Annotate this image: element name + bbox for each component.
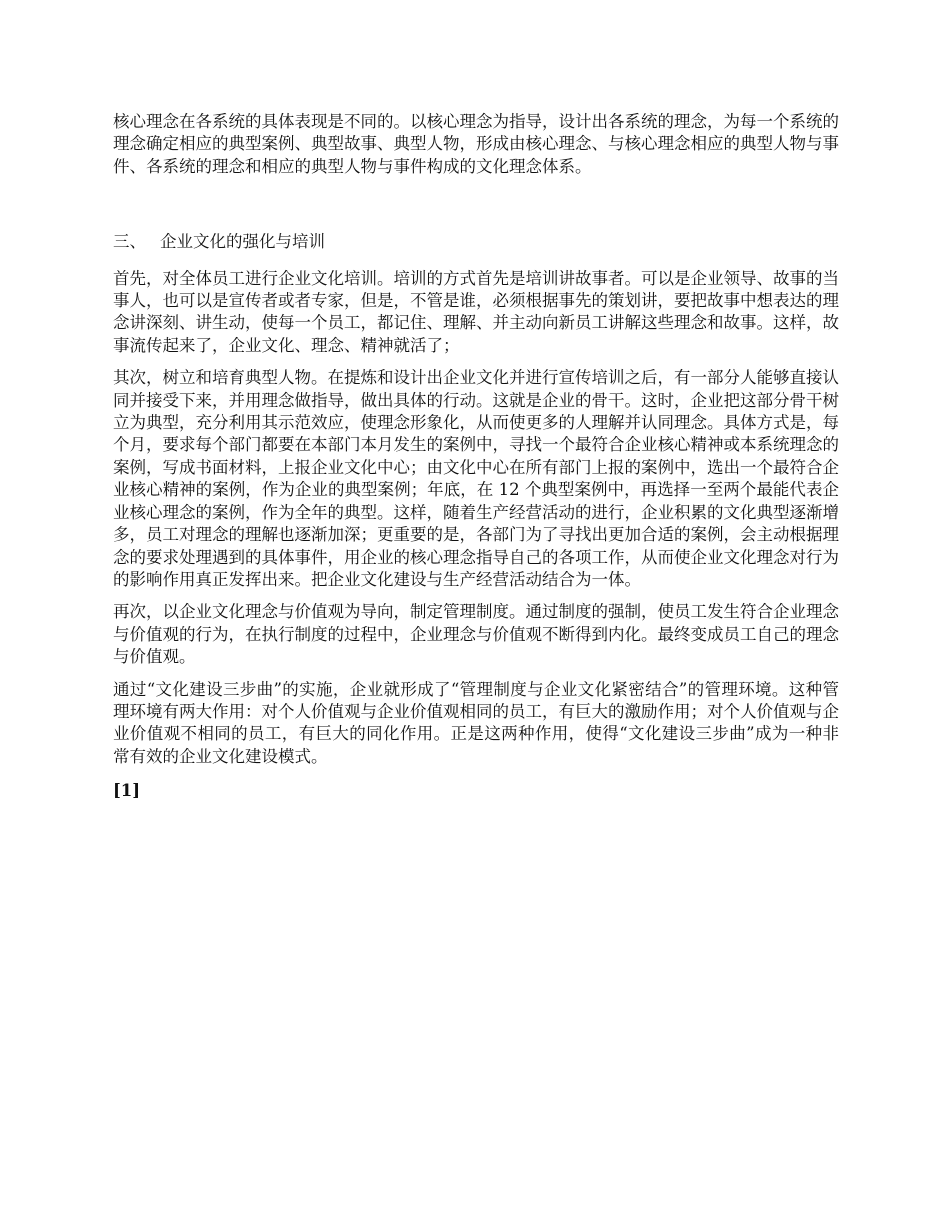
- reference-marker: [1]: [113, 781, 141, 801]
- paragraph-conclusion: 通过“文化建设三步曲”的实施，企业就形成了“管理制度与企业文化紧密结合”的管理环境。这种管理环境有两大作用：对个人价值观与企业价值观相同的员工，有巨大的激励作用；对个人价值观与企业价值观不相同的员工，有巨大的同化作用。正是这两种作用，使得“文化建设三步曲”成为一种非常有效的企业文化建设模式。: [113, 679, 839, 766]
- document-page: [113, 111, 839, 813]
- section-heading: [113, 231, 839, 253]
- paragraph-management-system: 再次，以企业文化理念与价值观为导向，制定管理制度。通过制度的强制，使员工发生符合企业理念与价值观的行为，在执行制度的过程中，企业理念与价值观不断得到内化。最终变成员工自己的理念与价值观。: [113, 602, 839, 667]
- intro-paragraph: 核心理念在各系统的具体表现是不同的。以核心理念为指导，设计出各系统的理念，为每一个系统的理念确定相应的典型案例、典型故事、典型人物，形成由核心理念、与核心理念相应的典型人物与事件、各系统的理念和相应的典型人物与事件构成的文化理念体系。: [113, 112, 839, 176]
- section-title: 企业文化的强化与培训: [160, 232, 325, 252]
- paragraph-typical-figures: 其次，树立和培育典型人物。在提炼和设计出企业文化并进行宣传培训之后，有一部分人能够直接认同并接受下来，并用理念做指导，做出具体的行动。这就是企业的骨干。这时，企业把这部分骨干树立为典型，充分利用其示范效应，使理念形象化，从而使更多的人理解并认同理念。具体方式是，每个月，要求每个部门都要在本部门本月发生的案例中，寻找一个最符合企业核心精神或本系统理念的案例，写成书面材料，上报企业文化中心；由文化中心在所有部门上报的案例中，选出一个最符合企业核心精神的案例，作为企业的典型案例；年底，在 12 个典型案例中，再选择一至两个最能代表企业核心理念的案例，作为全年的典型。这样，随着生产经营活动的进行，企业积累的文化典型逐渐增多，员工对理念的理解也逐渐加深；更重要的是，各部门为了寻找出更加合适的案例，会主动根据理念的要求处理遇到的具体事件，用企业的核心理念指导自己的各项工作，从而使企业文化理念对行为的影响作用真正发挥出来。把企业文化建设与生产经营活动结合为一体。: [113, 368, 839, 589]
- section-number: 三、: [113, 232, 146, 252]
- paragraph-training: 首先，对全体员工进行企业文化培训。培训的方式首先是培训讲故事者。可以是企业领导、故事的当事人，也可以是宣传者或者专家，但是，不管是谁，必须根据事先的策划讲，要把故事中想表达的理念讲深刻、讲生动，使每一个员工，都记住、理解、并主动向新员工讲解这些理念和故事。这样，故事流传起来了，企业文化、理念、精神就活了；: [113, 268, 839, 355]
